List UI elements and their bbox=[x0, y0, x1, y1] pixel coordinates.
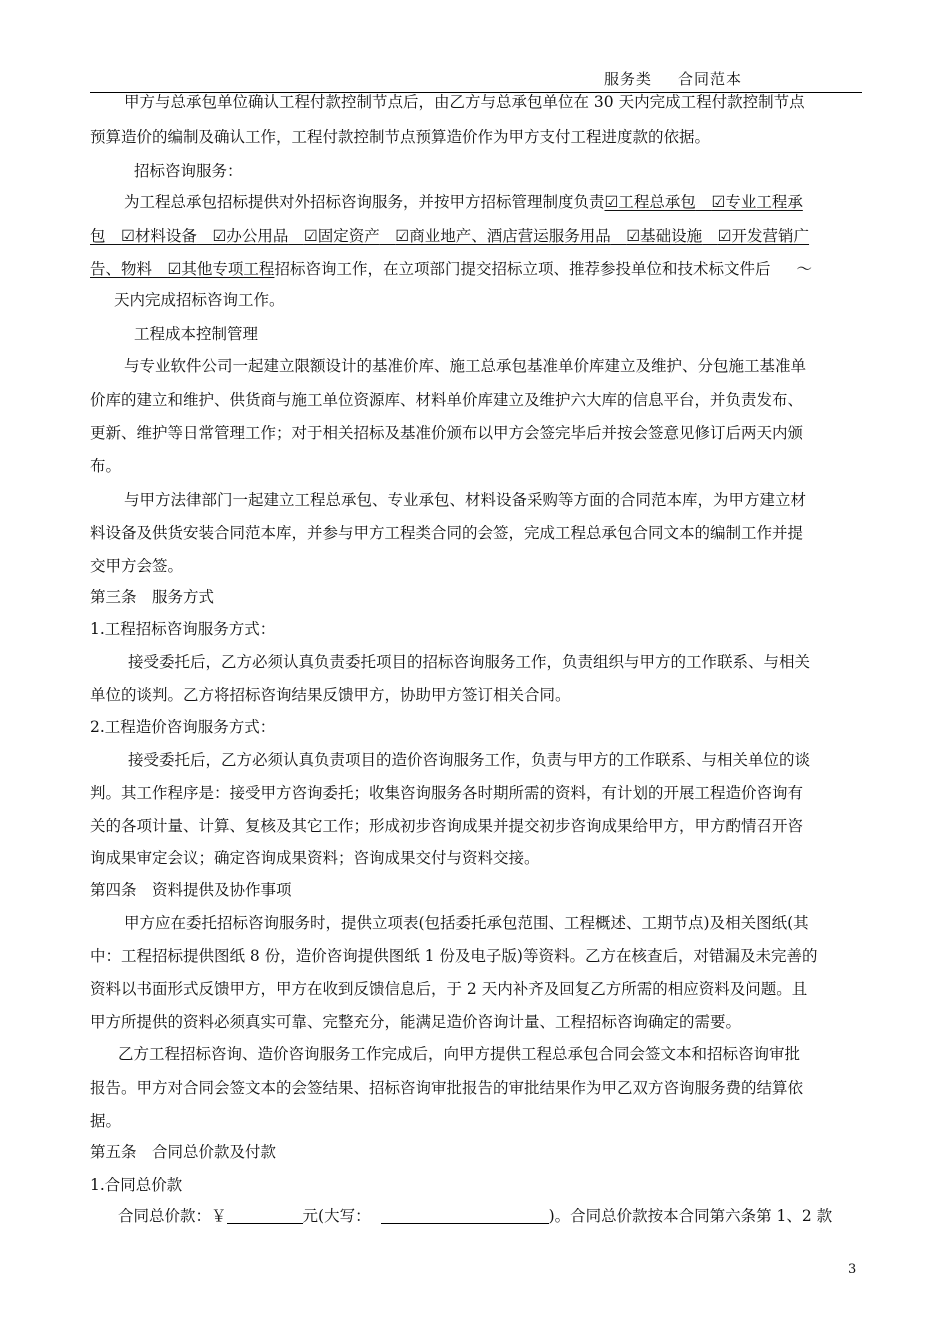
paragraph-line: 预算造价的编制及确认工作，工程付款控制节点预算造价作为甲方支付工程进度款的依据。 bbox=[90, 128, 711, 146]
paragraph-line: 甲方所提供的资料必须真实可靠、完整充分，能满足造价咨询计量、工程招标咨询确定的需要。 bbox=[90, 1013, 742, 1031]
page-header bbox=[604, 68, 742, 89]
page-number: 3 bbox=[848, 1262, 857, 1277]
paragraph-line: 判。其工作程序是：接受甲方咨询委托；收集咨询服务各时期所需的资料，有计划的开展工程造价咨询有 bbox=[90, 784, 804, 802]
amount-blank bbox=[227, 1207, 303, 1224]
paragraph-line: 料设备及供货安装合同范本库，并参与甲方工程类合同的会签，完成工程总承包合同文本的编制工作并提 bbox=[90, 524, 804, 542]
paragraph-line: 甲方应在委托招标咨询服务时，提供立项表(包括委托承包范围、工程概述、工期节点)及相关图纸(其 bbox=[124, 914, 809, 932]
checkbox-option[interactable]: ☑其他专项工程 bbox=[167, 260, 275, 278]
line-text: 包 bbox=[90, 227, 106, 245]
paragraph-line bbox=[90, 226, 809, 246]
line-text: )。合同总价款按本合同第六条第 1、2 款 bbox=[548, 1207, 833, 1225]
checkbox-option[interactable]: ☑开发营销广 bbox=[717, 227, 810, 245]
article-heading: 第三条 服务方式 bbox=[90, 588, 215, 606]
subsection-heading: 2.工程造价咨询服务方式： bbox=[90, 718, 276, 736]
paragraph-line: 资料以书面形式反馈甲方，甲方在收到反馈信息后，于 2 天内补齐及回复乙方所需的相应资料及问题。且 bbox=[90, 980, 808, 998]
paragraph-line bbox=[124, 192, 803, 212]
line-text: 元(大写： bbox=[302, 1207, 371, 1225]
paragraph-line: 据。 bbox=[90, 1112, 122, 1130]
header-doc-type: 合同范本 bbox=[678, 70, 743, 88]
paragraph-line: 单位的谈判。乙方将招标咨询结果反馈甲方，协助甲方签订相关合同。 bbox=[90, 686, 571, 704]
checkbox-option[interactable]: ☑商业地产、酒店营运服务用品 bbox=[395, 227, 611, 245]
paragraph-line: 与甲方法律部门一起建立工程总承包、专业承包、材料设备采购等方面的合同范本库，为甲方建立材 bbox=[124, 491, 807, 509]
checkbox-option[interactable]: ☑工程总承包 bbox=[604, 193, 696, 211]
paragraph-line: 关的各项计量、计算、复核及其它工作；形成初步咨询成果并提交初步咨询成果给甲方，甲方酌情召开咨 bbox=[90, 817, 804, 835]
article-heading: 第四条 资料提供及协作事项 bbox=[90, 881, 292, 899]
checkbox-option[interactable]: ☑办公用品 bbox=[212, 227, 289, 245]
paragraph-line bbox=[90, 259, 812, 279]
paragraph-line: 询成果审定会议；确定咨询成果资料；咨询成果交付与资料交接。 bbox=[90, 849, 540, 867]
checkbox-option[interactable]: ☑专业工程承 bbox=[711, 193, 803, 211]
paragraph-line: 价库的建立和维护、供货商与施工单位资源库、材料单价库建立及维护六大库的信息平台，并负责发布、 bbox=[90, 391, 804, 409]
line-text: 为工程总承包招标提供对外招标咨询服务，并按甲方招标管理制度负责 bbox=[124, 193, 605, 211]
section-heading: 招标咨询服务： bbox=[134, 162, 243, 180]
header-category: 服务类 bbox=[604, 70, 653, 88]
paragraph-line: 与专业软件公司一起建立限额设计的基准价库、施工总承包基准单价库建立及维护、分包施工基准单 bbox=[124, 357, 807, 375]
paragraph-line: 天内完成招标咨询工作。 bbox=[114, 291, 285, 309]
paragraph-line: 布。 bbox=[90, 457, 122, 475]
line-text: 告、物料 bbox=[90, 260, 153, 278]
subsection-heading: 1.工程招标咨询服务方式： bbox=[90, 620, 276, 638]
paragraph-line: 乙方工程招标咨询、造价咨询服务工作完成后，向甲方提供工程总承包合同会签文本和招标咨询审批 bbox=[118, 1045, 801, 1063]
line-text: 招标咨询工作，在立项部门提交招标立项、推荐参投单位和技术标文件后 bbox=[274, 260, 771, 278]
paragraph-line: 中：工程招标提供图纸 8 份，造价咨询提供图纸 1 份及电子版)等资料。乙方在核查后，对错漏及未完善的 bbox=[90, 947, 818, 965]
paragraph-line: 接受委托后，乙方必须认真负责项目的造价咨询服务工作，负责与甲方的工作联系、与相关单位的谈 bbox=[128, 751, 811, 769]
line-text: ～ bbox=[796, 260, 812, 278]
article-heading: 第五条 合同总价款及付款 bbox=[90, 1143, 277, 1161]
paragraph-line: 报告。甲方对合同会签文本的会签结果、招标咨询审批报告的审批结果作为甲乙双方咨询服务费的结算依 bbox=[90, 1079, 804, 1097]
paragraph-line: 接受委托后，乙方必须认真负责委托项目的招标咨询服务工作，负责组织与甲方的工作联系、与相关 bbox=[128, 653, 811, 671]
subsection-heading: 1.合同总价款 bbox=[90, 1176, 183, 1194]
paragraph-line bbox=[118, 1206, 832, 1226]
checkbox-option[interactable]: ☑材料设备 bbox=[121, 227, 197, 245]
checkbox-option[interactable]: ☑基础设施 bbox=[626, 227, 703, 245]
section-heading: 工程成本控制管理 bbox=[134, 325, 259, 343]
paragraph-line: 交甲方会签。 bbox=[90, 557, 184, 575]
checkbox-option[interactable]: ☑固定资产 bbox=[303, 227, 380, 245]
amount-in-words-blank bbox=[381, 1207, 549, 1224]
paragraph-line: 甲方与总承包单位确认工程付款控制节点后，由乙方与总承包单位在 30 天内完成工程付款控制节点 bbox=[124, 93, 805, 111]
line-text: 合同总价款：￥ bbox=[118, 1207, 227, 1225]
paragraph-line: 更新、维护等日常管理工作；对于相关招标及基准价颁布以甲方会签完毕后并按会签意见修订后两天内颁 bbox=[90, 424, 804, 442]
